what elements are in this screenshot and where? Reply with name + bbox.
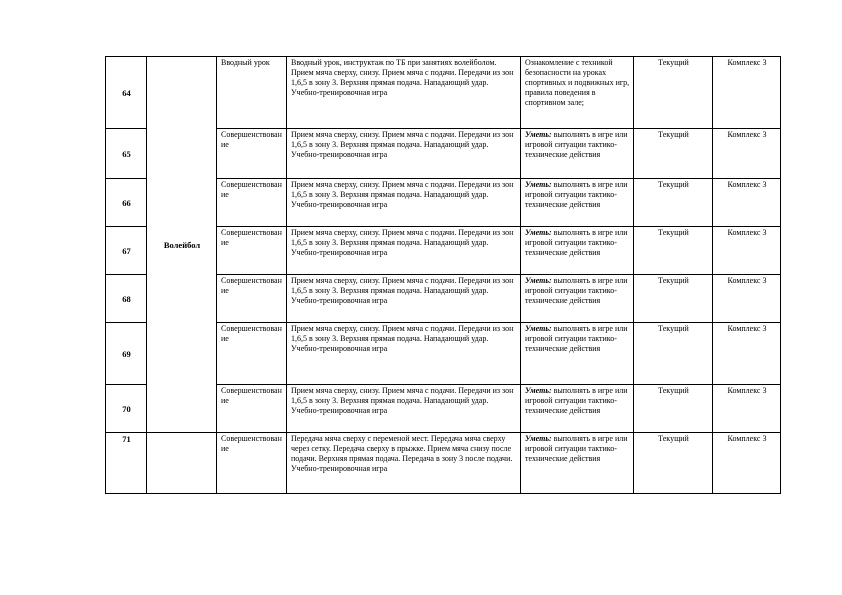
lesson-number: 66 (106, 179, 147, 227)
outcome-text: выполнять в игре или игровой ситуации тактико-технические действия (525, 180, 628, 209)
lesson-content: Вводный урок, инструктаж по ТБ при занятиях волейболом. Прием мяча сверху, снизу. Прием мяча с подачи. Передачи из зон 1,6,5 в зону 3. Верхняя прямая подача. Нападающий удар. Учебно-тренировочная игра (287, 57, 521, 129)
section-title: Волейбол (147, 57, 217, 433)
outcome-lead: Уметь: (525, 434, 552, 443)
lesson-type: Совершенствование (217, 227, 287, 275)
control-type: Текущий (634, 227, 713, 275)
exercise-complex: Комплекс 3 (713, 433, 781, 494)
lesson-content: Прием мяча сверху, снизу. Прием мяча с подачи. Передачи из зон 1,6,5 в зону 3. Верхняя прямая подача. Нападающий удар. Учебно-тренировочная игра (287, 323, 521, 385)
lesson-type: Совершенствование (217, 433, 287, 494)
section-cell-empty (147, 433, 217, 494)
lesson-type: Совершенствование (217, 385, 287, 433)
exercise-complex: Комплекс 3 (713, 179, 781, 227)
table-row (106, 57, 781, 129)
lesson-outcome (521, 129, 634, 179)
lesson-outcome (521, 433, 634, 494)
lesson-outcome (521, 57, 634, 129)
lesson-outcome (521, 179, 634, 227)
outcome-text: Ознакомление с техникой безопасности на уроках спортивных и подвижных игр, правила поведения в спортивном зале; (525, 58, 630, 107)
control-type: Текущий (634, 57, 713, 129)
lesson-type: Совершенствование (217, 129, 287, 179)
lesson-number: 67 (106, 227, 147, 275)
lesson-outcome (521, 275, 634, 323)
outcome-text: выполнять в игре или игровой ситуации тактико-технические действия (525, 276, 628, 305)
lesson-number: 71 (106, 433, 147, 494)
lesson-outcome (521, 323, 634, 385)
outcome-lead: Уметь: (525, 130, 552, 139)
exercise-complex: Комплекс 3 (713, 227, 781, 275)
lesson-content: Прием мяча сверху, снизу. Прием мяча с подачи. Передачи из зон 1,6,5 в зону 3. Верхняя прямая подача. Нападающий удар. Учебно-тренировочная игра (287, 129, 521, 179)
outcome-lead: Уметь: (525, 228, 552, 237)
lesson-type: Совершенствование (217, 275, 287, 323)
outcome-lead: Уметь: (525, 324, 552, 333)
outcome-lead: Уметь: (525, 386, 552, 395)
exercise-complex: Комплекс 3 (713, 275, 781, 323)
outcome-text: выполнять в игре или игровой ситуации тактико-технические действия (525, 434, 628, 463)
outcome-lead: Уметь: (525, 180, 552, 189)
lesson-number: 70 (106, 385, 147, 433)
control-type: Текущий (634, 385, 713, 433)
outcome-lead: Уметь: (525, 276, 552, 285)
lesson-number: 68 (106, 275, 147, 323)
lesson-content: Передача мяча сверху с переменой мест. Передача мяча сверху через сетку. Передача сверху в прыжке. Прием мяча снизу после подачи. Верхняя прямая подача. Передача в зону 3 после подачи. Учебно-тренировочная игра (287, 433, 521, 494)
lesson-number: 64 (106, 57, 147, 129)
lesson-type: Вводный урок (217, 57, 287, 129)
exercise-complex: Комплекс 3 (713, 323, 781, 385)
exercise-complex: Комплекс 3 (713, 57, 781, 129)
lesson-content: Прием мяча сверху, снизу. Прием мяча с подачи. Передачи из зон 1,6,5 в зону 3. Верхняя прямая подача. Нападающий удар. Учебно-тренировочная игра (287, 385, 521, 433)
control-type: Текущий (634, 275, 713, 323)
table-row (106, 433, 781, 494)
control-type: Текущий (634, 433, 713, 494)
lesson-content: Прием мяча сверху, снизу. Прием мяча с подачи. Передачи из зон 1,6,5 в зону 3. Верхняя прямая подача. Нападающий удар. Учебно-тренировочная игра (287, 179, 521, 227)
lesson-type: Совершенствование (217, 323, 287, 385)
lesson-outcome (521, 385, 634, 433)
outcome-text: выполнять в игре или игровой ситуации тактико-технические действия (525, 228, 628, 257)
lesson-type: Совершенствование (217, 179, 287, 227)
control-type: Текущий (634, 323, 713, 385)
control-type: Текущий (634, 129, 713, 179)
exercise-complex: Комплекс 3 (713, 385, 781, 433)
outcome-text: выполнять в игре или игровой ситуации тактико-технические действия (525, 324, 628, 353)
lesson-outcome (521, 227, 634, 275)
control-type: Текущий (634, 179, 713, 227)
lesson-number: 69 (106, 323, 147, 385)
lesson-content: Прием мяча сверху, снизу. Прием мяча с подачи. Передачи из зон 1,6,5 в зону 3. Верхняя прямая подача. Нападающий удар. Учебно-тренировочная игра (287, 227, 521, 275)
lesson-content: Прием мяча сверху, снизу. Прием мяча с подачи. Передачи из зон 1,6,5 в зону 3. Верхняя прямая подача. Нападающий удар. Учебно-тренировочная игра (287, 275, 521, 323)
outcome-text: выполнять в игре или игровой ситуации тактико-технические действия (525, 130, 628, 159)
exercise-complex: Комплекс 3 (713, 129, 781, 179)
lesson-number: 65 (106, 129, 147, 179)
lesson-plan-table (105, 56, 781, 494)
outcome-text: выполнять в игре или игровой ситуации тактико-технические действия (525, 386, 628, 415)
